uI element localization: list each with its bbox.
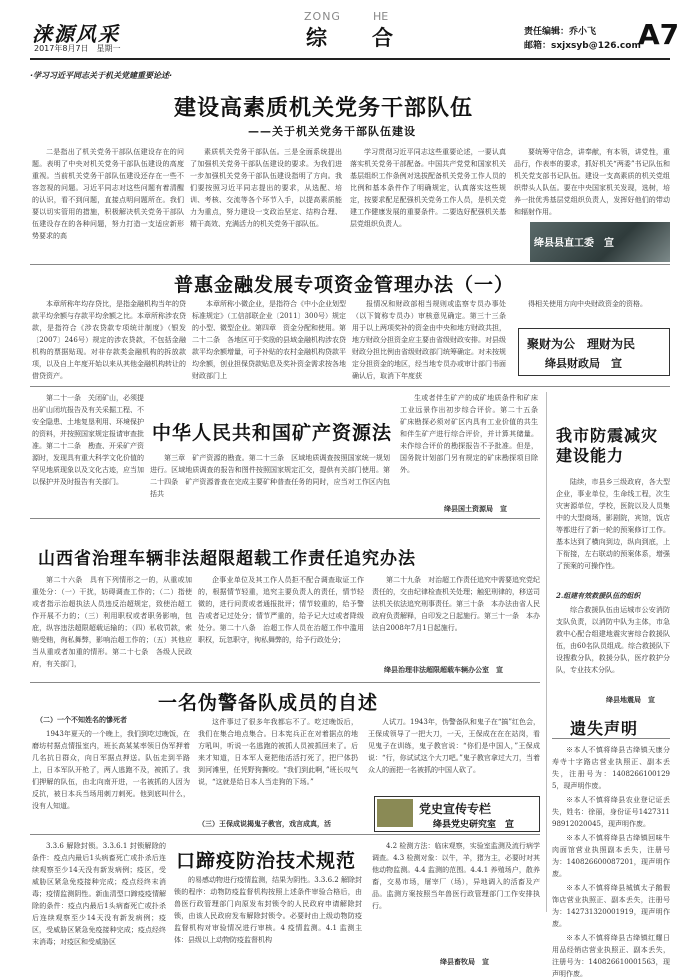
article5-col1: 1943年夏天的一个晚上，我们到吃过晚饭，在磨坊村据点情报室内，班长高某某率领日伪军押着几名抗日群众，向日军据点押送。队伍走到半路上，日本军队开枪了，两人逃跑不及，被抓了。我们押解的队伍，由北向南开进，一名被抓的人因为反抗，被日本兵当场用刺刀刺死。他到底叫什么，没有人知道。: [32, 730, 190, 810]
article1-col2: 素质机关党务干部队伍。三是全面系统提出了加强机关党务干部队伍建设的要求。为我们进一步加强机关党务干部队伍建设指明了方向。我们要按照习近平同志提出的要求，从选配、培训、考核、交流等各个环节入手，以提高素质能力为重点，努力建设一支政治坚定、结构合理、精干高效、充满活力的机关党务干部队伍。: [190, 148, 342, 228]
article1-title: 建设高素质机关党务干部队伍: [174, 96, 474, 121]
article7-sign: 绛县畜牧局 宣: [440, 958, 489, 966]
article2-col1: 本章所称年均存贷比，是指金融机构当年的贷款平均余额与存款平均余额之比。本章所称涉农贷款，是指符合《涉农贷款专项统计制度》（银发〔2007〕246号）规定的涉农贷款，不包括金融机构的票据贴现。对非存款类金融机构的拆放款项，以及自上年度开始以来从其他金融机构转让的借贷资产。: [32, 300, 186, 380]
side-body: 陆续，市县乡三级政府，各大型企业，事业单位，生命线工程，次生灾害源单位，学校，医院以及人员集中的大型商场，影剧院，宾馆，饭店等都进行了新一轮的预案修订工作。基本达到了横向到边，纵向到底，上下衔接，左右联动的预案体系，增强了预案的可操作性。: [556, 478, 670, 570]
article5-box-line2: 绛县党史研究室 宣: [433, 820, 515, 830]
lost-notice-item: ※本人不慎将绛县古绛镇天康分寿寺十字路店营业执照正、副本丢失，注册号为：14082661001295，现声明作废。: [552, 746, 670, 790]
article4-title: 山西省治理车辆非法超限超载工作责任追究办法: [38, 549, 416, 569]
article5-sub2: （三）王保成说揭鬼子教官，戏言成真，活: [198, 820, 331, 828]
article3-right: 生或者伴生矿产的成矿地质条件和矿床工业远景作出初步综合评价。第二十五条 矿床勘探必须对矿区内具有工业价值的共生和伴生矿产进行综合评价，并计算其储量。未作综合评价的勘探报告不予批准。但是，国务院计划部门另有规定的矿床勘探项目除外。: [400, 394, 545, 474]
masthead-rule: [30, 58, 670, 60]
lost-notice-title: 遗失声明: [570, 719, 639, 738]
article2-box: [518, 328, 670, 376]
divider: [552, 738, 670, 739]
article4-sign: 绛县治理非法超限超载车辆办公室 宣: [384, 666, 503, 674]
side-sub: 2.组建有效救援队伍的组织: [556, 591, 641, 600]
article4-col1: 第二十六条 具有下列情形之一的，从重或加重处分：（一）干扰，妨碍调查工作的；（二）指使或者指示治超执法人员违反治超规定，致使治超工作开展不力的；（三）利用职权或者职务影响，包庇，纵容违法超限超载运输的；（四）私收罚款，索贿受贿，徇私舞弊，影响治超工作的；（五）其他应当从重或者加重的情形。第二十七条 各级人民政府，有关部门，: [32, 576, 192, 668]
article5-sub1: （二）一个不知姓名的慘死者: [36, 716, 127, 724]
side-title: 我市防震减灾建设能力: [556, 426, 659, 465]
divider: [30, 264, 670, 265]
article1-col4: 要统筹守信念，讲奉献，有本领，讲党性，重品行，作表率的要求，抓好机关“两委”书记队伍和机关党支部书记队伍。建设一支高素质的机关党组织带头人队伍。要在中央国家机关发现，选树，培养一批优秀基层党组织负责人，发挥好他们的带动和辐射作用。: [514, 148, 670, 216]
lost-notice-panel: [552, 712, 672, 978]
article1-subtitle: ——关于机关党务干部队伍建设: [248, 125, 416, 138]
article5-box-emblem: [377, 799, 413, 827]
masthead-he: HE: [373, 10, 389, 23]
article2-col4: 得相关使用方向中央财政资金的资格。: [528, 300, 647, 308]
kicker: ·学习习近平同志关于机关党建重要论述·: [30, 71, 173, 80]
lost-notice-item: ※本人不慎将绛县城镇太子鹅假饰店营业执照正、副本丢失，注册号为：142731320001919，现声明作废。: [552, 884, 670, 928]
article2-box-line1: 聚财为公 理财为民: [527, 337, 636, 351]
masthead: [0, 0, 700, 60]
article3-sign: 绛县国土资源局 宣: [444, 505, 507, 513]
masthead-email: 邮箱：sxjxsyb@126.com: [524, 41, 641, 51]
masthead-section: 综 合: [306, 26, 394, 50]
article2-col3: 报情况和财政部相当规则或监察专员办事处（以下简称专员办）审核意见确定。第三十三条 用于以上两项奖补的资金由中央和地方财政共担，地方财政分担资金应主要由省级财政安排。对县级财政分担比例由省级财政部门统筹确定。对未按规定分担资金的地区，经当地专员办或审计部门书面确认后，取消下年度获: [352, 300, 513, 380]
masthead-date: 2017年8月7日 星期一: [34, 44, 121, 53]
masthead-zong: ZONG: [304, 10, 341, 23]
lost-notice-item: ※本人不慎将绛县古绛镇红耀日用品经销店营业执照正、副本丢失，注册号为：140826610001563，现声明作废。: [552, 934, 670, 978]
divider: [30, 518, 540, 519]
lost-notice-item: ※本人不慎将绛县古绛镇回味牛肉面馆营业执照副本丢失，注册号为：140826600087201，现声明作废。: [552, 834, 670, 878]
article2-box-line2: 绛县财政局 宣: [545, 357, 622, 370]
article1-photo: [530, 222, 670, 262]
masthead-logo: 涞源风采: [32, 22, 120, 46]
article5-col2: 这件事过了很多年我都忘不了。吃过晚饭后，我们在集合地点集合。日本宪兵正在对着据点的地方吼叫，听说一名逃跑的被抓人员被抓回来了。后来才知道，日本军人竟把他活活打死了，把尸体扔到河滩里，任凭野狗撕咬。“我们到此啊，”班长叹气说，“这就是给日本人当走狗的下场。”: [198, 718, 358, 786]
article3-left: 第二十一条 关闭矿山，必须提出矿山闭坑报告及有关采掘工程、不安全隐患、土地复垦利用、环境保护的资料，并按照国家规定报请审查批准。第二十二条 勘查、开采矿产资源时，发现具有重大科学文化价值的罕见地质现象以及文化古迹，应当加以保护并及时报告有关部门。: [32, 394, 144, 486]
article7-col3: 4.2 检测方法：临床观察，实验室监测及流行病学调查。4.3 检测对象：以牛，羊，猪为主，必要时对其他动物监测。4.4 监测的范围。4.4.1 养殖场户，散养畜，交易市场，屠宰厂（场），异地调入的活畜及产品。监测方案按照当年兽医行政管理部门工作安排执行。: [372, 842, 540, 910]
article4-col2: 企事业单位及其工作人员拒不配合调查取证工作的，根据情节轻重，追究主要负责人的责任，情节轻微的，进行问责或者通报批评；情节较重的，给予警告或者记过处分；情节严重的，给予记大过或者降级处分。第二十八条 治超工作人员在治超工作中滥用职权，玩忽职守，徇私舞弊的，给予行政处分；: [198, 576, 364, 644]
side-body2: 综合救援队伍由运城市公安消防支队负责，以消防中队为主体，市急救中心配合组建地震灾害综合救援队伍，由60名队员组成。综合救援队下设搜救分队，救援分队，医疗救护分队，专业技术分队。: [556, 606, 670, 674]
article3-mid: 第三章 矿产资源的勘查。第二十三条 区域地质调查按照国家统一规划进行。区域地质调查的报告和图件按照国家规定汇交，提供有关部门使用。第二十四条 矿产资源普查在完成主要矿种普查任务的同时，应当对工作区内包括共: [150, 454, 390, 498]
divider: [30, 386, 670, 387]
page-number: A7: [638, 18, 680, 51]
column-rule: [546, 392, 547, 912]
lost-notice-item: ※本人不慎将绛县农业登记证丢失，姓名：徐丽，身份证号142731198912020045，现声明作废。: [552, 796, 670, 828]
article1-col1: 二是指出了机关党务干部队伍建设存在的问题。表明了中央对机关党务干部队伍建设的高度重视。当前机关党务干部队伍建设还存在一些不容忽视的问题。习近平同志对这些问题有着清醒的认识，看不到问题，直接点明问题所在。我们要以切实管用的措施，积极解决机关党务干部队伍建设存在的各种问题，努力打造一支适应新形势要求的高: [32, 148, 184, 240]
article5-box: [374, 796, 540, 832]
article7-col1: 3.3.6 解除封锁。3.3.6.1 封锁解除的条件：疫点内最后1头病畜死亡或扑杀后连续观察至少14天没有新发病例；疫区，受威胁区紧急免疫接种完成；疫点经终末消毒；疫情监测阴性。新血清型口蹄疫疫情解除的条件：疫点内最后1头病畜死亡或扑杀后连续观察至少14天没有新发病例；疫区，受威胁区紧急免疫接种完成；疫点经终末消毒；对疫区和受威胁区: [32, 842, 166, 946]
article5-title: 一名伪警备队成员的自述: [158, 692, 379, 714]
article2-col2: 本章所称小微企业，是指符合《中小企业划型标准规定》（工信部联企业〔2011〕300号）规定的小型、微型企业。第四章 资金分配和使用。第二十二条 各地区可于奖励的县域金融机构涉农贷款平均余额增量，可予补贴的农村金融机构贷款平均余额，创业担保贷款贴息及奖补资金需求按各地财政部门上: [192, 300, 346, 380]
article7-col2: 的易感动物进行疫情监测，结果为阴性。3.3.6.2 解除封锁的程序：动物防疫监督机构按照上述条件审验合格后，由兽医行政管理部门向原发布封锁令的人民政府申请解除封锁，由该人民政府发布解除封锁令。必要时由上级动物防疫监督机构对审验情况进行审核。4 疫情监测。4.1 监测主体：县级以上动物防疫监督机构: [174, 876, 362, 944]
article5-box-line1: 党史宣传专栏: [419, 802, 492, 816]
divider: [30, 834, 540, 835]
article7-title: 口蹄疫防治技术规范: [176, 850, 357, 872]
article2-title: 普惠金融发展专项资金管理办法（一）: [174, 274, 515, 296]
article1-col3: 学习贯彻习近平同志这些重要论述，一要认真落实机关党务干部配备。中国共产党党和国家机关基层组织工作条例对选拔配备机关党务工作人员的比例和基本条件作了明确规定，认真落实这些规定，按要求配足配强机关党务工作人员，是机关党建工作健康发展的重要条件。二要选好配强机关基层党组织负责人。: [350, 148, 506, 228]
article4-col3: 第二十九条 对治超工作责任追究中需要追究党纪责任的，交由纪律检查机关处理；触犯刑律的，移送司法机关依法追究刑事责任。第三十条 本办法由省人民政府负责解释，自印发之日起施行。第三十一条 本办法自2008年7月1日起施行。: [372, 576, 540, 632]
side-sign: 绛县地震局 宣: [606, 696, 655, 704]
article3-title: 中华人民共和国矿产资源法: [152, 422, 393, 444]
article1-photo-caption: 绛县县直工委 宣: [534, 238, 614, 249]
masthead-editor: 责任编辑：乔小飞: [524, 27, 597, 37]
divider: [30, 682, 540, 683]
article5-col3: 人试刀。1943年，伪警备队和鬼子在“搞”红色会，王保成领导了一把大刀，一天，王保成在在在站岗，看见鬼子在训练，鬼子教官说：“你们是中国人，”王保成说：“行，你试试这个大刀吧。”鬼子教官拿过大刀，当着众人的面把一名被抓的中国人砍了。: [368, 718, 540, 774]
